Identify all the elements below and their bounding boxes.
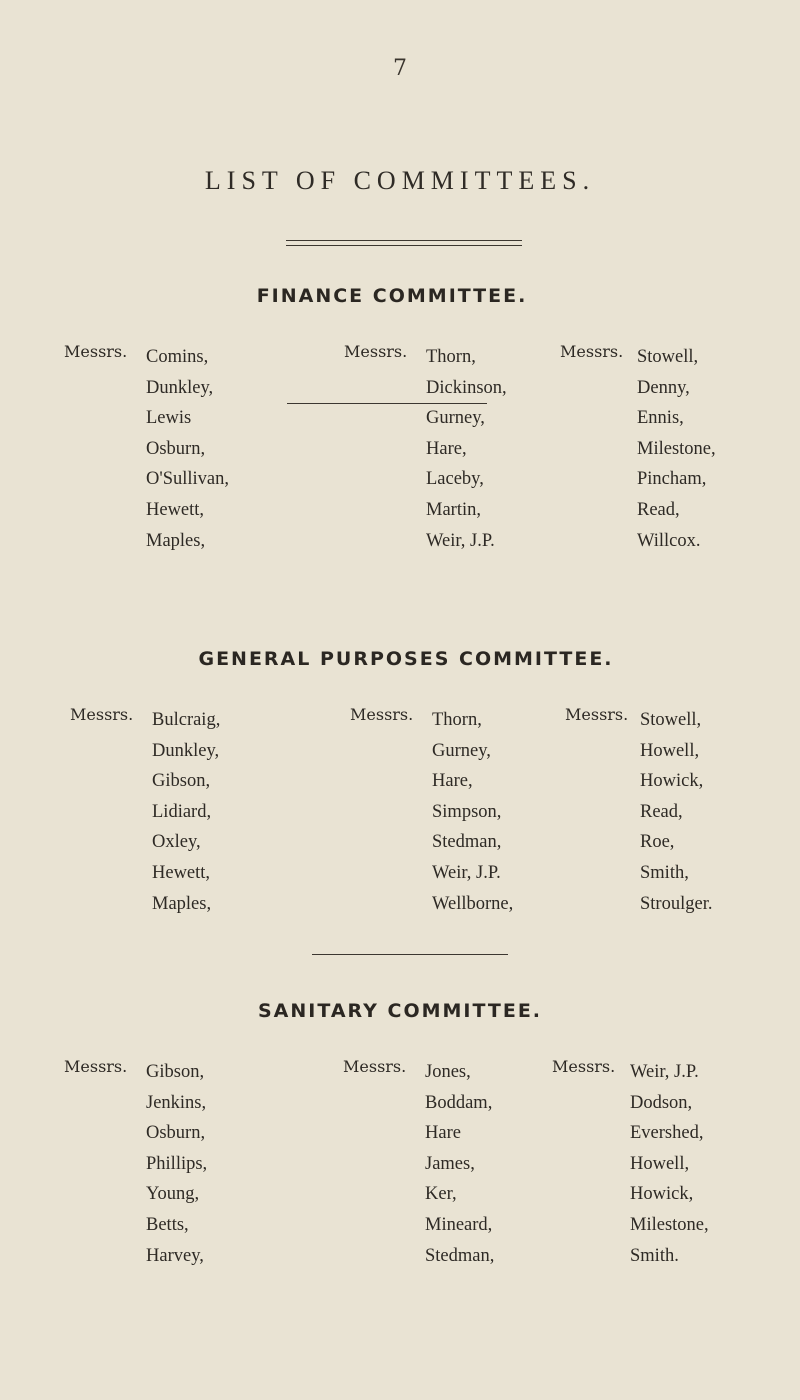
member-name: Read, [640, 801, 683, 822]
messrs-prefix: Messrs. [343, 1057, 407, 1076]
messrs-prefix: Messrs. [565, 705, 629, 724]
member-name: Dodson, [630, 1092, 693, 1113]
member-name: Bulcraig, [152, 710, 221, 730]
section-divider [312, 954, 508, 955]
member-name: Milestone, [637, 438, 716, 459]
member-name: Hewett, [152, 862, 211, 883]
committee-title: SANITARY COMMITTEE. [257, 1000, 543, 1022]
title-double-rule [286, 240, 522, 246]
section-divider [287, 403, 487, 404]
member-name: Lidiard, [152, 801, 212, 822]
member-name: Mineard, [425, 1214, 493, 1235]
messrs-prefix: Messrs. [344, 342, 408, 361]
member-name: Milestone, [630, 1214, 709, 1235]
member-name: Betts, [146, 1214, 189, 1235]
member-name: Hare, [426, 438, 467, 459]
member-name: Jones, [425, 1062, 471, 1082]
member-name: Simpson, [432, 801, 502, 822]
messrs-prefix: Messrs. [70, 705, 134, 724]
member-list [146, 1057, 207, 1271]
member-list [152, 705, 220, 919]
member-list [630, 1057, 709, 1271]
finance-committee [0, 285, 800, 551]
member-name: Osburn, [146, 438, 206, 459]
member-name: Pincham, [637, 469, 707, 490]
member-name: Harvey, [146, 1245, 204, 1266]
page-number: 7 [393, 56, 407, 81]
member-name: Gibson, [152, 771, 211, 792]
member-name: Howick, [630, 1184, 694, 1205]
member-name: Read, [637, 499, 680, 520]
member-name: Oxley, [152, 832, 201, 853]
member-name: Young, [146, 1184, 200, 1205]
member-name: Stroulger. [640, 893, 713, 914]
member-name: James, [425, 1153, 475, 1174]
member-name: Comins, [146, 347, 209, 367]
member-list [637, 342, 716, 556]
messrs-prefix: Messrs. [64, 342, 128, 361]
member-name: Hare, [432, 771, 473, 792]
member-name: Weir, J.P. [426, 530, 495, 551]
member-name: Dunkley, [152, 740, 220, 761]
committee-title: GENERAL PURPOSES COMMITTEE. [198, 648, 614, 670]
member-list [640, 705, 712, 919]
member-name: Stedman, [425, 1245, 495, 1266]
member-name: Maples, [152, 893, 212, 914]
member-name: Smith, [640, 862, 689, 883]
member-list [426, 342, 507, 556]
member-name: Roe, [640, 832, 675, 853]
member-name: Phillips, [146, 1153, 208, 1174]
member-name: Stedman, [432, 832, 502, 853]
member-name: Gibson, [146, 1062, 205, 1082]
sanitary-committee [0, 1000, 800, 1266]
member-name: Willcox. [637, 530, 701, 551]
member-name: Ennis, [637, 408, 684, 429]
member-name: Osburn, [146, 1123, 206, 1144]
member-name: Maples, [146, 530, 206, 551]
messrs-prefix: Messrs. [350, 705, 414, 724]
member-name: Weir, J.P. [432, 862, 501, 883]
member-name: Wellborne, [432, 893, 514, 914]
member-name: Ker, [425, 1184, 457, 1205]
committee-title: FINANCE COMMITTEE. [256, 285, 528, 307]
member-name: Gurney, [432, 740, 491, 761]
member-name: Denny, [637, 377, 690, 398]
page-title: LIST OF COMMITTEES. [204, 166, 596, 195]
member-name: Hare [425, 1123, 461, 1144]
member-name: Lewis [146, 408, 192, 429]
member-list [425, 1057, 494, 1271]
member-name: Dunkley, [146, 377, 214, 398]
general-purposes-committee [0, 648, 800, 914]
member-name: Gurney, [426, 408, 485, 429]
member-name: Stowell, [637, 347, 699, 367]
member-name: Thorn, [426, 347, 476, 367]
member-name: Howick, [640, 771, 704, 792]
member-name: Howell, [640, 740, 700, 761]
member-name: Martin, [426, 499, 481, 520]
member-name: Weir, J.P. [630, 1062, 699, 1082]
member-name: Thorn, [432, 710, 482, 730]
member-name: Dickinson, [426, 377, 507, 398]
member-name: Boddam, [425, 1092, 493, 1113]
member-name: Jenkins, [146, 1092, 207, 1113]
member-name: Laceby, [426, 469, 484, 490]
messrs-prefix: Messrs. [64, 1057, 128, 1076]
member-name: Hewett, [146, 499, 205, 520]
member-list [432, 705, 513, 919]
member-name: Howell, [630, 1153, 690, 1174]
member-name: Evershed, [630, 1123, 704, 1144]
member-name: Smith. [630, 1245, 679, 1266]
member-list [146, 342, 229, 556]
member-name: Stowell, [640, 710, 702, 730]
messrs-prefix: Messrs. [560, 342, 624, 361]
messrs-prefix: Messrs. [552, 1057, 616, 1076]
member-name: O'Sullivan, [146, 469, 229, 490]
